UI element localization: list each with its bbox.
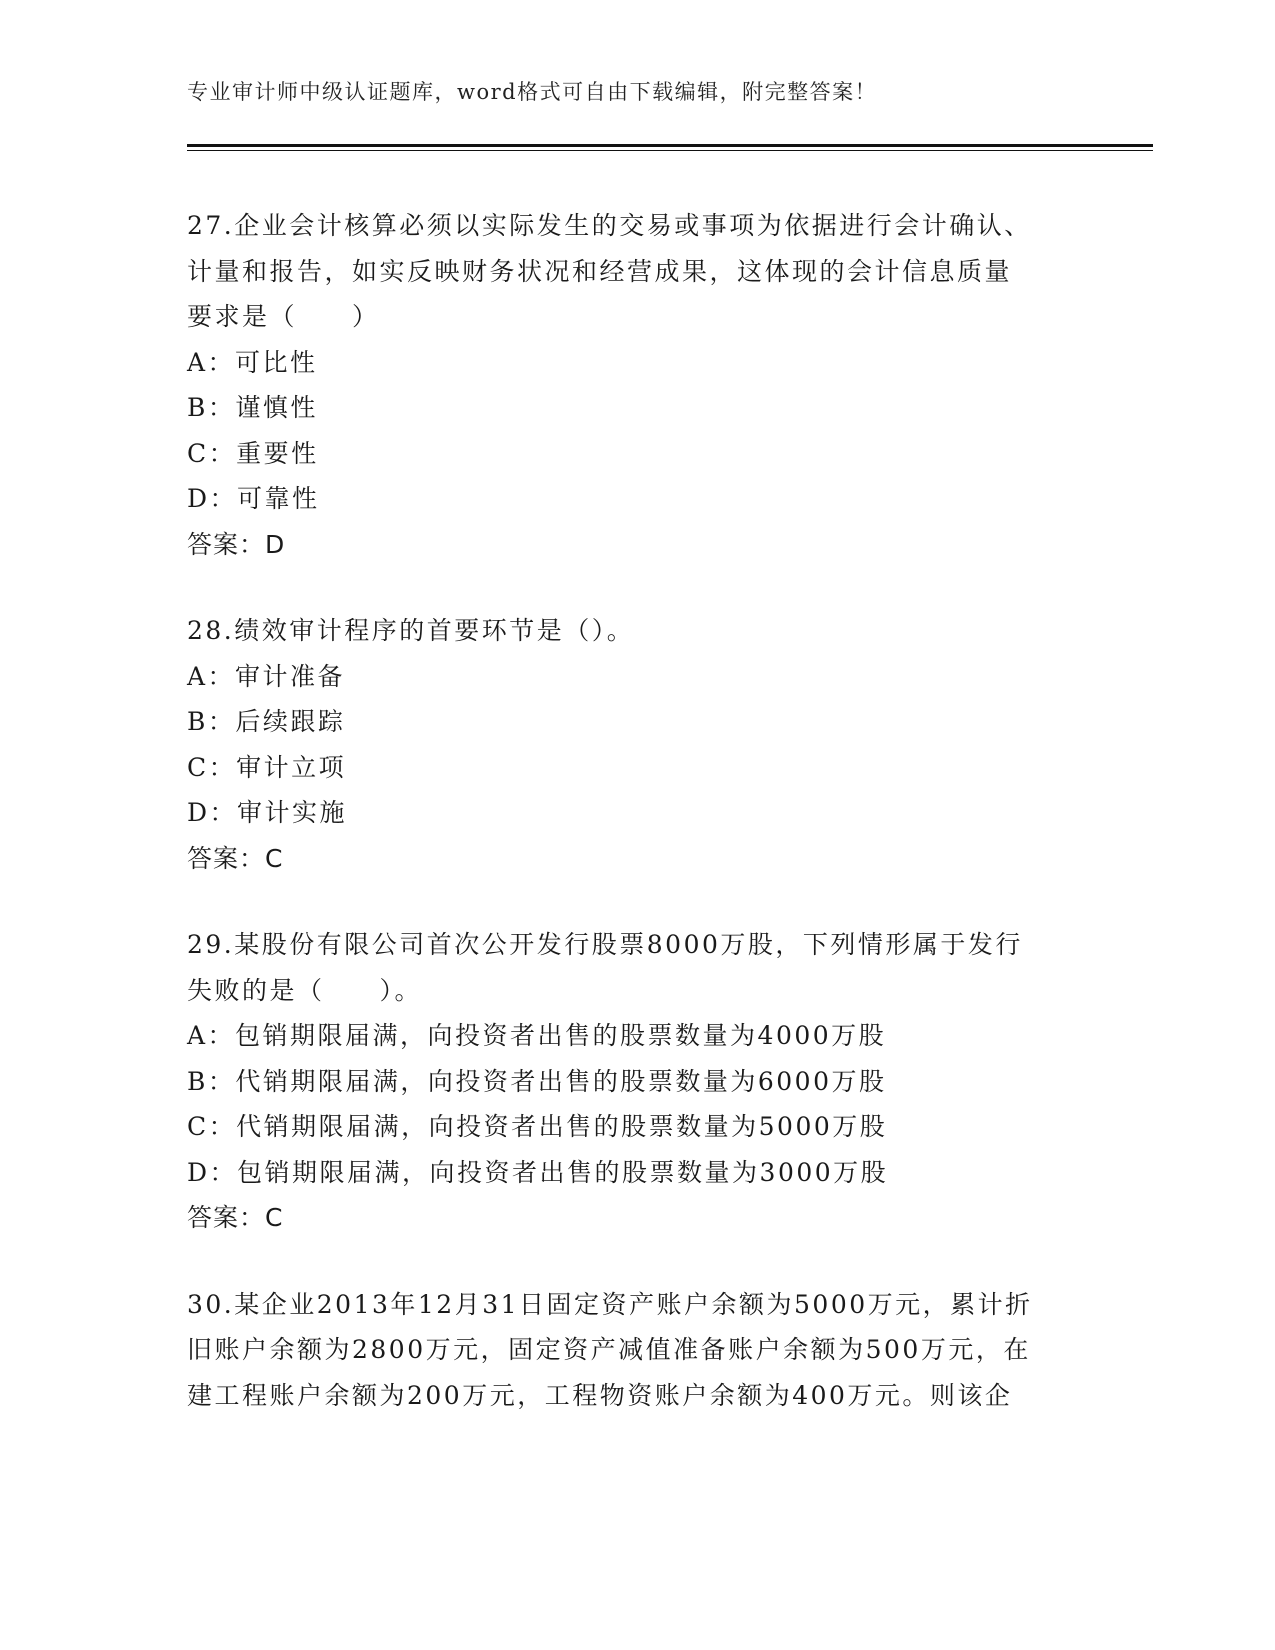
question-28: [187, 608, 1087, 881]
question-stem-line: 28.绩效审计程序的首要环节是（）。: [187, 616, 635, 645]
option-d: D：审计实施: [187, 798, 348, 827]
question-29: [187, 922, 1087, 1241]
question-stem-line: 要求是（ ）: [187, 302, 380, 331]
question-30: [187, 1282, 1087, 1419]
answer-line: 答案：D: [187, 529, 286, 559]
question-stem-line: 失败的是（ ）。: [187, 975, 423, 1005]
option-b: B：后续跟踪: [187, 707, 346, 736]
option-c: C：重要性: [187, 438, 319, 468]
option-a: A：可比性: [187, 347, 318, 377]
option-a: A：包销期限届满，向投资者出售的股票数量为4000万股: [187, 1021, 887, 1050]
option-c: C：代销期限届满，向投资者出售的股票数量为5000万股: [187, 1112, 888, 1141]
page-header: 专业审计师中级认证题库，word格式可自由下载编辑，附完整答案！: [187, 80, 878, 104]
question-stem-line: 29.某股份有限公司首次公开发行股票8000万股，下列情形属于发行: [187, 930, 1023, 959]
question-27: [187, 203, 1087, 567]
option-d: D：可靠性: [187, 484, 320, 513]
question-stem-line: 计量和报告，如实反映财务状况和经营成果，这体现的会计信息质量: [187, 256, 1013, 286]
answer-line: 答案：C: [187, 1203, 284, 1232]
question-list: [187, 203, 1087, 1459]
header-rule-thin: [187, 150, 1153, 151]
header-rule-thick: [187, 144, 1153, 147]
option-b: B：谨慎性: [187, 393, 318, 422]
answer-line: 答案：C: [187, 843, 284, 873]
question-stem-line: 建工程账户余额为200万元，工程物资账户余额为400万元。则该企: [187, 1380, 1013, 1410]
option-a: A：审计准备: [187, 661, 346, 691]
option-b: B：代销期限届满，向投资者出售的股票数量为6000万股: [187, 1066, 887, 1096]
question-stem-line: 27.企业会计核算必须以实际发生的交易或事项为依据进行会计确认、: [187, 211, 1032, 240]
question-stem-line: 旧账户余额为2800万元，固定资产减值准备账户余额为500万元，在: [187, 1335, 1031, 1364]
question-stem-line: 30.某企业2013年12月31日固定资产账户余额为5000万元，累计折: [187, 1289, 1033, 1319]
option-c: C：审计立项: [187, 752, 347, 782]
option-d: D：包销期限届满，向投资者出售的股票数量为3000万股: [187, 1157, 889, 1187]
